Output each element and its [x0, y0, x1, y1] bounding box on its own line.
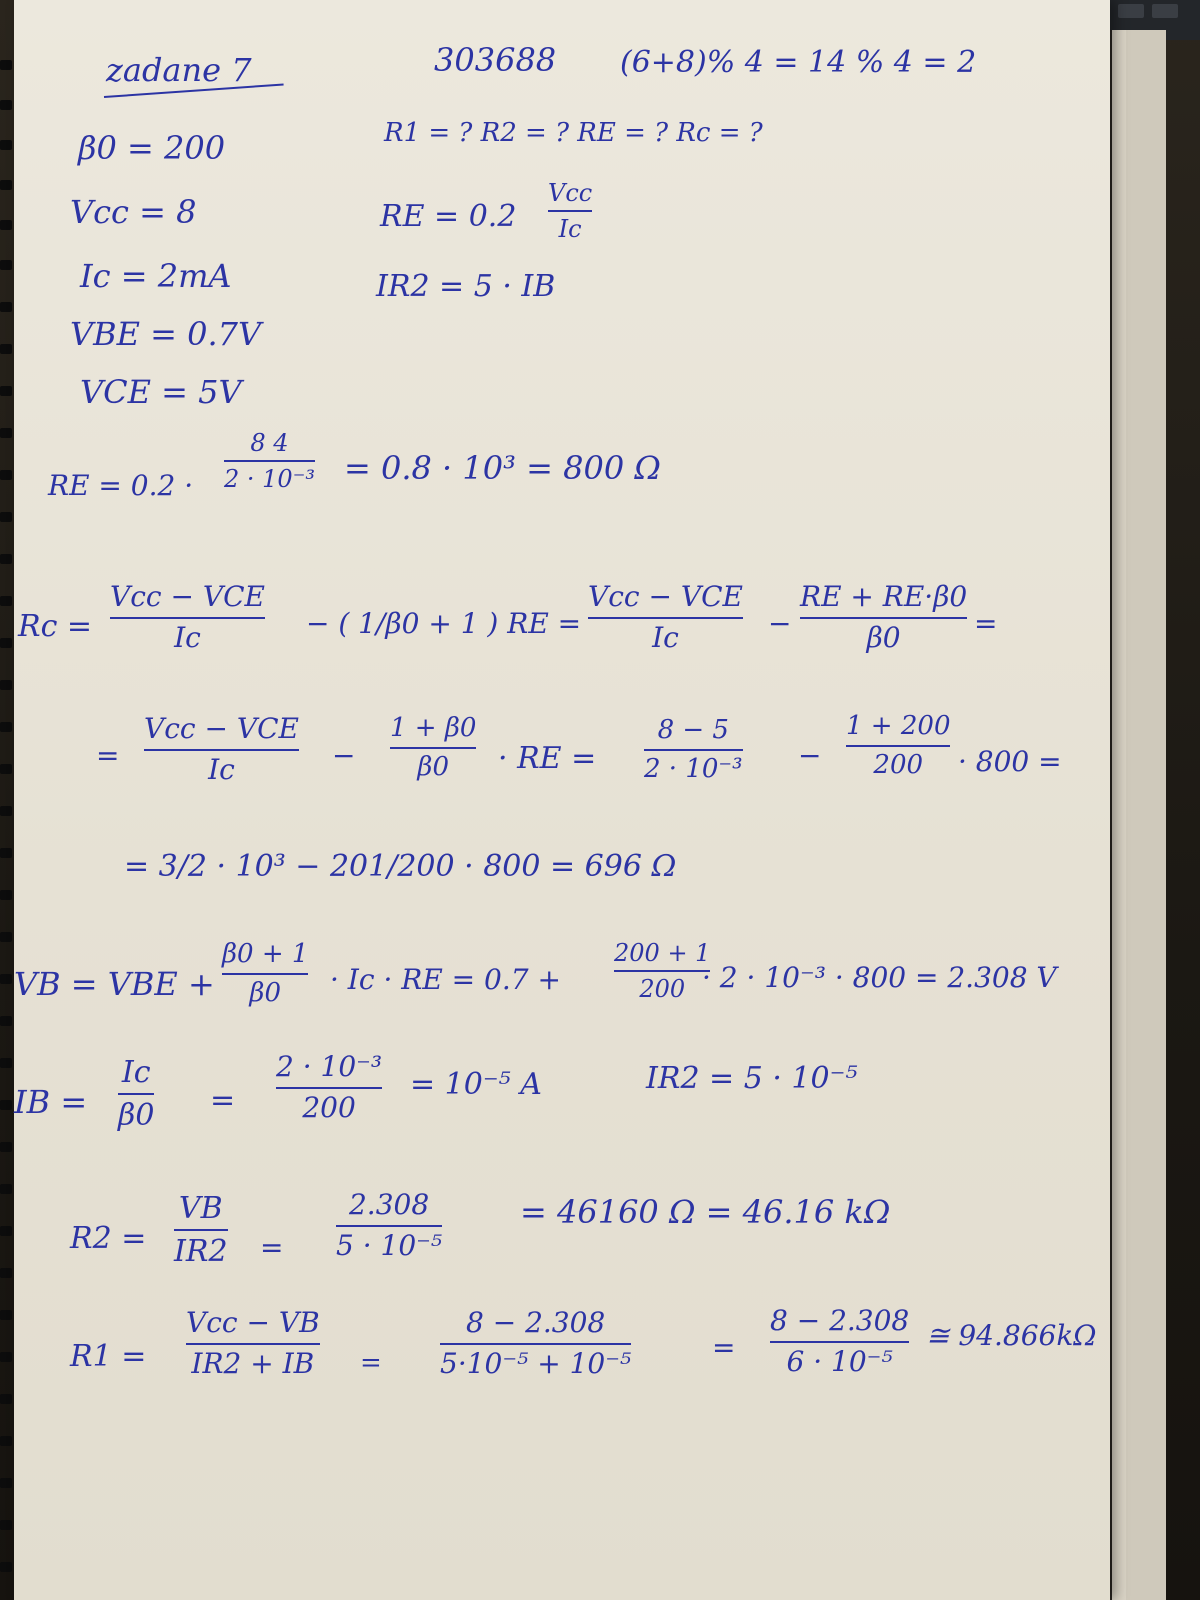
denominator: Ic: [174, 620, 201, 654]
r2-label: R2 =: [70, 1221, 147, 1256]
given-beta: β0 = 200: [78, 129, 226, 167]
fraction-bar: [846, 745, 950, 747]
fraction-bar: [110, 617, 265, 619]
denominator: 6 · 10⁻⁵: [786, 1344, 893, 1378]
numerator: 2.308: [348, 1188, 430, 1221]
vb-label: VB = VBE +: [14, 965, 215, 1003]
numerator: 200 + 1: [614, 939, 711, 967]
denominator: 5·10⁻⁵ + 10⁻⁵: [440, 1346, 632, 1380]
r1-label: R1 =: [70, 1339, 147, 1374]
r1-fraction-2: [440, 1308, 631, 1380]
rc-fraction-3: [800, 582, 967, 654]
fraction-bar: [224, 460, 315, 462]
denominator: 200: [639, 975, 686, 1004]
denominator: 2 · 10⁻³: [644, 753, 743, 784]
fraction-bar: [770, 1341, 909, 1343]
numerator: Vcc − VCE: [110, 580, 265, 613]
fraction-bar: [276, 1087, 382, 1089]
rc2-minus-2: −: [798, 739, 822, 772]
denominator: 200: [302, 1090, 356, 1124]
rc-fraction-2: [588, 582, 743, 654]
r1-equals-1: =: [360, 1348, 382, 1378]
re-rule-label: RE = 0.2: [380, 199, 517, 234]
ib-equals: =: [210, 1083, 236, 1118]
numerator: β0 + 1: [222, 939, 309, 969]
numerator: 1 + 200: [846, 711, 951, 741]
fraction-bar: [800, 617, 967, 619]
rc-minus: −: [768, 607, 792, 640]
student-id: 303688: [434, 41, 557, 79]
numerator: 1 + β0: [390, 713, 477, 743]
numerator: 8 − 2.308: [466, 1306, 606, 1339]
vb-fraction-1: [222, 940, 308, 1007]
rc-equals: =: [974, 607, 998, 640]
rc2-fraction-4: [846, 712, 950, 779]
numerator: RE + RE·β0: [800, 580, 968, 613]
re-rule-fraction: [548, 180, 592, 243]
denominator: β0: [118, 1098, 155, 1133]
fraction-bar: [336, 1225, 442, 1227]
numerator: 8 − 5: [657, 715, 729, 745]
vb-middle-term: · Ic · RE = 0.7 +: [330, 963, 561, 996]
r1-fraction-3: [770, 1306, 909, 1378]
ib-label: IB =: [14, 1083, 88, 1121]
re-calc-label: RE = 0.2 ·: [48, 469, 194, 502]
denominator: IR2 + IB: [191, 1346, 315, 1380]
rc2-fraction-1: [144, 714, 299, 786]
ib-fraction-2: [276, 1052, 382, 1124]
fraction-bar: [440, 1343, 631, 1345]
unknowns-list: R1 = ? R2 = ? RE = ? Rc = ?: [384, 118, 763, 148]
numerator: Vcc − VCE: [144, 712, 299, 745]
numerator: Ic: [121, 1055, 151, 1090]
denominator: 200: [873, 749, 924, 780]
denominator: 5 · 10⁻⁵: [336, 1228, 443, 1262]
vb-fraction-2: [614, 940, 710, 1003]
fraction-bar: [144, 749, 299, 751]
rc-middle-term: − ( 1/β0 + 1 ) RE =: [306, 607, 582, 640]
rc2-equals: =: [96, 739, 120, 772]
vb-result: · 2 · 10⁻³ · 800 = 2.308 V: [702, 961, 1057, 994]
numerator: Vcc − VB: [186, 1306, 320, 1339]
given-vce: VCE = 5V: [80, 373, 242, 411]
re-rule-numerator: Vcc: [548, 179, 593, 207]
denominator: β0: [249, 977, 281, 1008]
fraction-bar: [588, 617, 743, 619]
denominator: Ic: [208, 752, 235, 786]
modulo-calculation: (6+8)% 4 = 14 % 4 = 2: [620, 45, 977, 80]
re-calc-result: = 0.8 · 10³ = 800 Ω: [344, 449, 661, 487]
rc-label: Rc =: [18, 609, 93, 644]
keyboard-key: [1152, 4, 1178, 18]
rc-fraction-1: [110, 582, 265, 654]
given-vbe: VBE = 0.7V: [70, 315, 262, 353]
r2-fraction-1: [174, 1192, 228, 1268]
ir2-rule: IR2 = 5 · IB: [376, 269, 556, 304]
ib-fraction-1: [118, 1056, 154, 1132]
ib-result: = 10⁻⁵ A: [410, 1067, 542, 1102]
fraction-bar: [644, 749, 743, 751]
r2-result: = 46160 Ω = 46.16 kΩ: [520, 1193, 891, 1231]
fraction-bar: [174, 1229, 228, 1231]
numerator: Vcc − VCE: [588, 580, 743, 613]
problem-title: zadane 7: [106, 51, 252, 89]
r1-result: ≅ 94.866kΩ: [926, 1319, 1097, 1352]
denominator: IR2: [174, 1234, 228, 1269]
rc-result: = 3/2 · 10³ − 201/200 · 800 = 696 Ω: [124, 849, 677, 884]
fraction-bar: [222, 973, 308, 975]
given-vcc: Vcc = 8: [70, 193, 197, 231]
numerator: 2 · 10⁻³: [276, 1050, 383, 1083]
notebook-page: [14, 0, 1110, 1600]
re-calc-denominator: 2 · 10⁻³: [224, 465, 315, 494]
fraction-bar: [614, 970, 710, 972]
numerator: 8 − 2.308: [770, 1304, 910, 1337]
numerator: VB: [178, 1191, 223, 1226]
spiral-binding: [0, 40, 14, 1600]
notebook-page-edge: [1126, 30, 1166, 1600]
fraction-bar: [390, 747, 476, 749]
rc2-tail: · 800 =: [958, 745, 1062, 778]
given-ic: Ic = 2mA: [80, 257, 232, 295]
keyboard-key: [1118, 4, 1144, 18]
re-calc-numerator: 8 4: [250, 429, 289, 457]
r2-fraction-2: [336, 1190, 442, 1262]
denominator: β0: [866, 620, 901, 654]
re-rule-denominator: Ic: [558, 215, 582, 244]
re-calc-fraction: [224, 430, 315, 493]
r1-equals-2: =: [712, 1331, 736, 1364]
fraction-bar: [186, 1343, 320, 1345]
r2-equals: =: [260, 1231, 284, 1264]
rc2-re-term: · RE =: [498, 741, 597, 776]
ir2-value: IR2 = 5 · 10⁻⁵: [646, 1061, 858, 1096]
fraction-bar: [548, 210, 592, 212]
fraction-bar: [118, 1093, 154, 1095]
rc2-fraction-3: [644, 716, 743, 783]
denominator: β0: [417, 751, 449, 782]
r1-fraction-1: [186, 1308, 320, 1380]
rc2-minus-1: −: [332, 739, 356, 772]
denominator: Ic: [652, 620, 679, 654]
rc2-fraction-2: [390, 714, 476, 781]
